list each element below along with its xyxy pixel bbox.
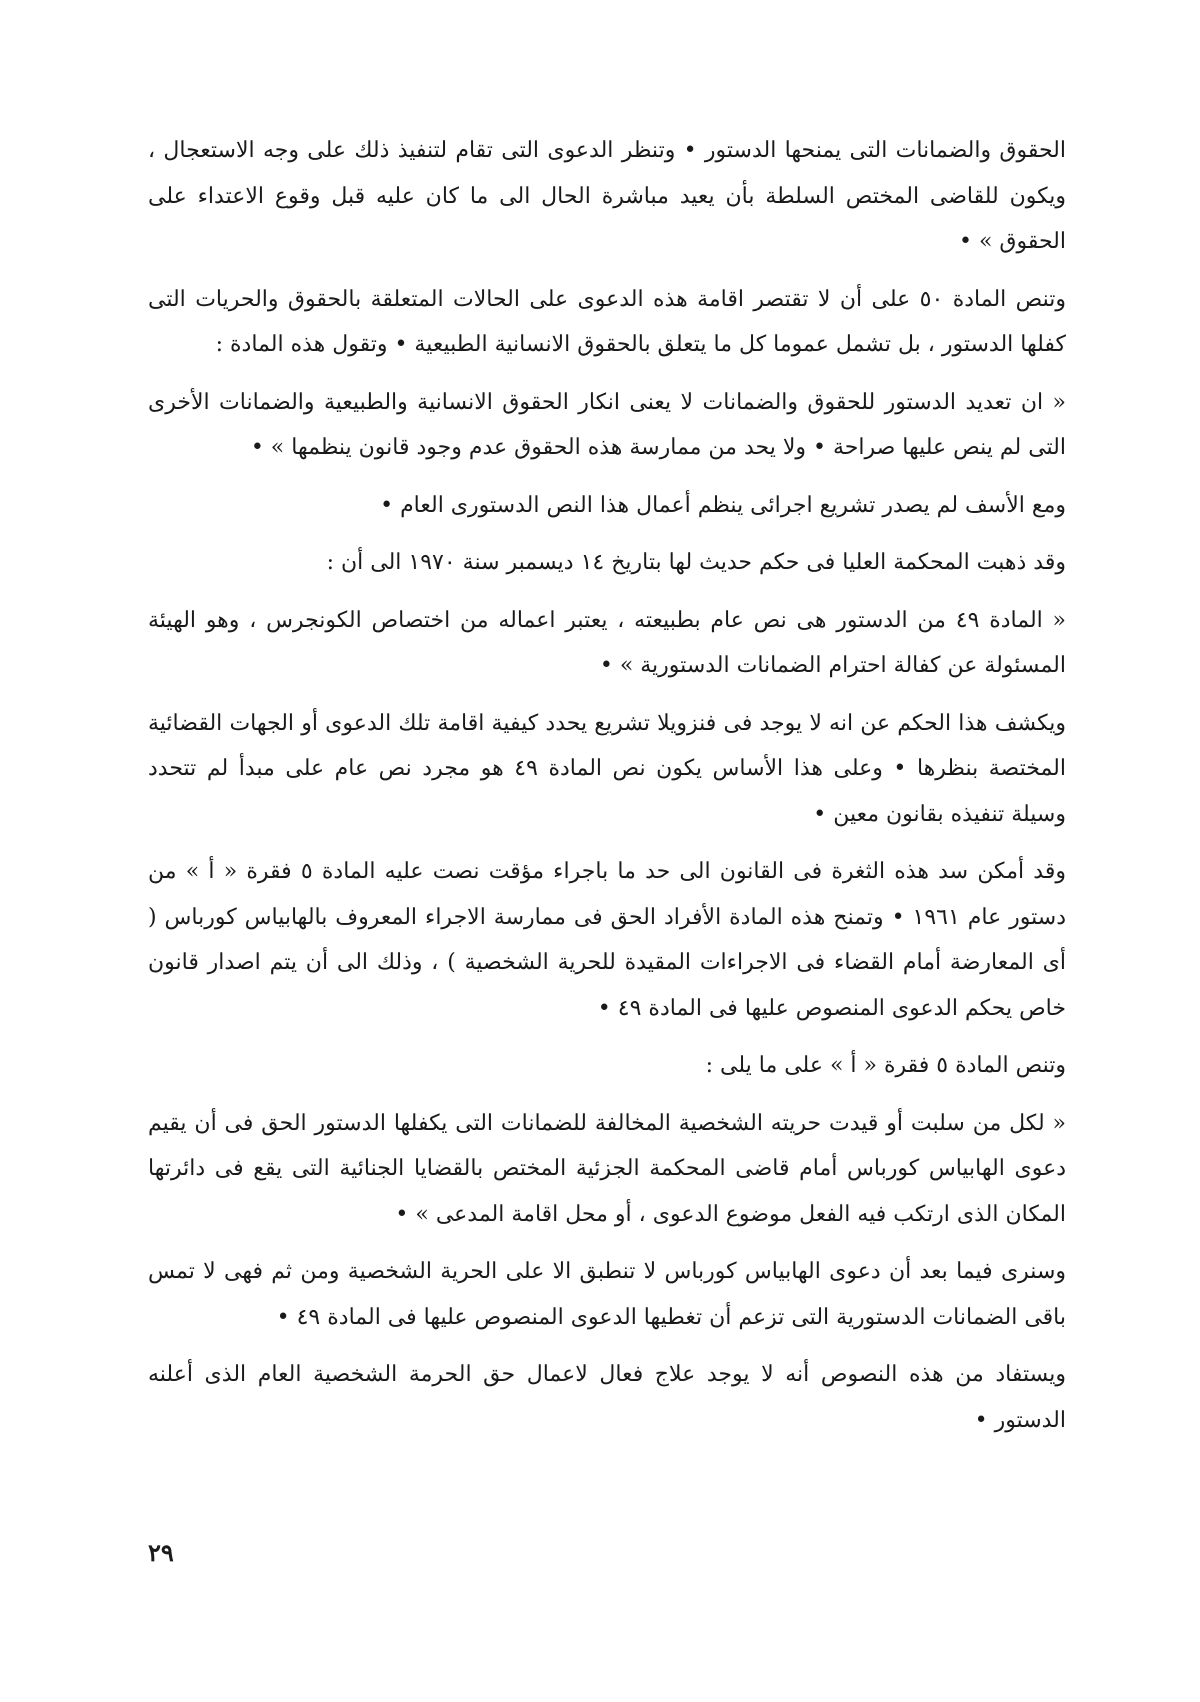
page-number: ٢٩: [148, 1538, 174, 1567]
paragraph-8: وقد أمكن سد هذه الثغرة فى القانون الى حد ما باجراء مؤقت نصت عليه المادة ٥ فقرة « أ » من دستور عام ١٩٦١ • وتمنح هذه المادة الأفراد الحق فى ممارسة الاجراء المعروف بالهابياس كورباس ( أى المعارضة أمام القضاء فى الاجراءات المقيدة للحرية الشخصية ) ، وذلك الى أن يتم اصدار قانون خاص يحكم الدعوى المنصوص عليها فى المادة ٤٩ •: [148, 859, 1067, 1021]
body-text: [148, 128, 1066, 1455]
paragraph-12: ويستفاد من هذه النصوص أنه لا يوجد علاج فعال لاعمال حق الحرمة الشخصية العام الذى أعلنه الدستور •: [148, 1362, 1066, 1433]
paragraph-1: الحقوق والضمانات التى يمنحها الدستور • وتنظر الدعوى التى تقام لتنفيذ ذلك على وجه الاستعجال ، ويكون للقاضى المختص السلطة بأن يعيد مباشرة الحال الى ما كان عليه قبل وقوع الاعتداء على الحقوق » •: [148, 138, 1066, 254]
paragraph-7: ويكشف هذا الحكم عن انه لا يوجد فى فنزويلا تشريع يحدد كيفية اقامة تلك الدعوى أو الجهات القضائية المختصة بنظرها • وعلى هذا الأساس يكون نص المادة ٤٩ هو مجرد نص عام على مبدأ لم تتحدد وسيلة تنفيذه بقانون معين •: [148, 710, 1066, 827]
paragraph-6-quote: « المادة ٤٩ من الدستور هى نص عام بطبيعته ، يعتبر اعماله من اختصاص الكونجرس ، وهو الهيئة المسئولة عن كفالة احترام الضمانات الدستورية » •: [148, 607, 1066, 678]
paragraph-11: وسنرى فيما بعد أن دعوى الهابياس كورباس لا تنطبق الا على الحرية الشخصية ومن ثم فهى لا تمس باقى الضمانات الدستورية التى تزعم أن تغطيها الدعوى المنصوص عليها فى المادة ٤٩ •: [148, 1259, 1066, 1330]
paragraph-10-quote: « لكل من سلبت أو قيدت حريته الشخصية المخالفة للضمانات التى يكفلها الدستور الحق فى أن يقيم دعوى الهابياس كورباس أمام قاضى المحكمة الجزئية المختص بالقضايا الجنائية التى يقع فى دائرتها المكان الذى ارتكب فيه الفعل موضوع الدعوى ، أو محل اقامة المدعى » •: [148, 1110, 1066, 1227]
paragraph-4: ومع الأسف لم يصدر تشريع اجرائى ينظم أعمال هذا النص الدستورى العام •: [380, 492, 1066, 518]
paragraph-2: وتنص المادة ٥٠ على أن لا تقتصر اقامة هذه الدعوى على الحالات المتعلقة بالحقوق والحريات التى كفلها الدستور ، بل تشمل عموما كل ما يتعلق بالحقوق الانسانية الطبيعية • وتقول هذه المادة :: [148, 286, 1066, 357]
paragraph-5: وقد ذهبت المحكمة العليا فى حكم حديث لها بتاريخ ١٤ ديسمبر سنة ١٩٧٠ الى أن :: [326, 550, 1066, 575]
paragraph-3-quote: « ان تعديد الدستور للحقوق والضمانات لا يعنى انكار الحقوق الانسانية والطبيعية والضمانات الأخرى التى لم ينص عليها صراحة • ولا يحد من ممارسة هذه الحقوق عدم وجود قانون ينظمها » •: [148, 389, 1066, 460]
paragraph-9: وتنص المادة ٥ فقرة « أ » على ما يلى :: [705, 1053, 1066, 1078]
